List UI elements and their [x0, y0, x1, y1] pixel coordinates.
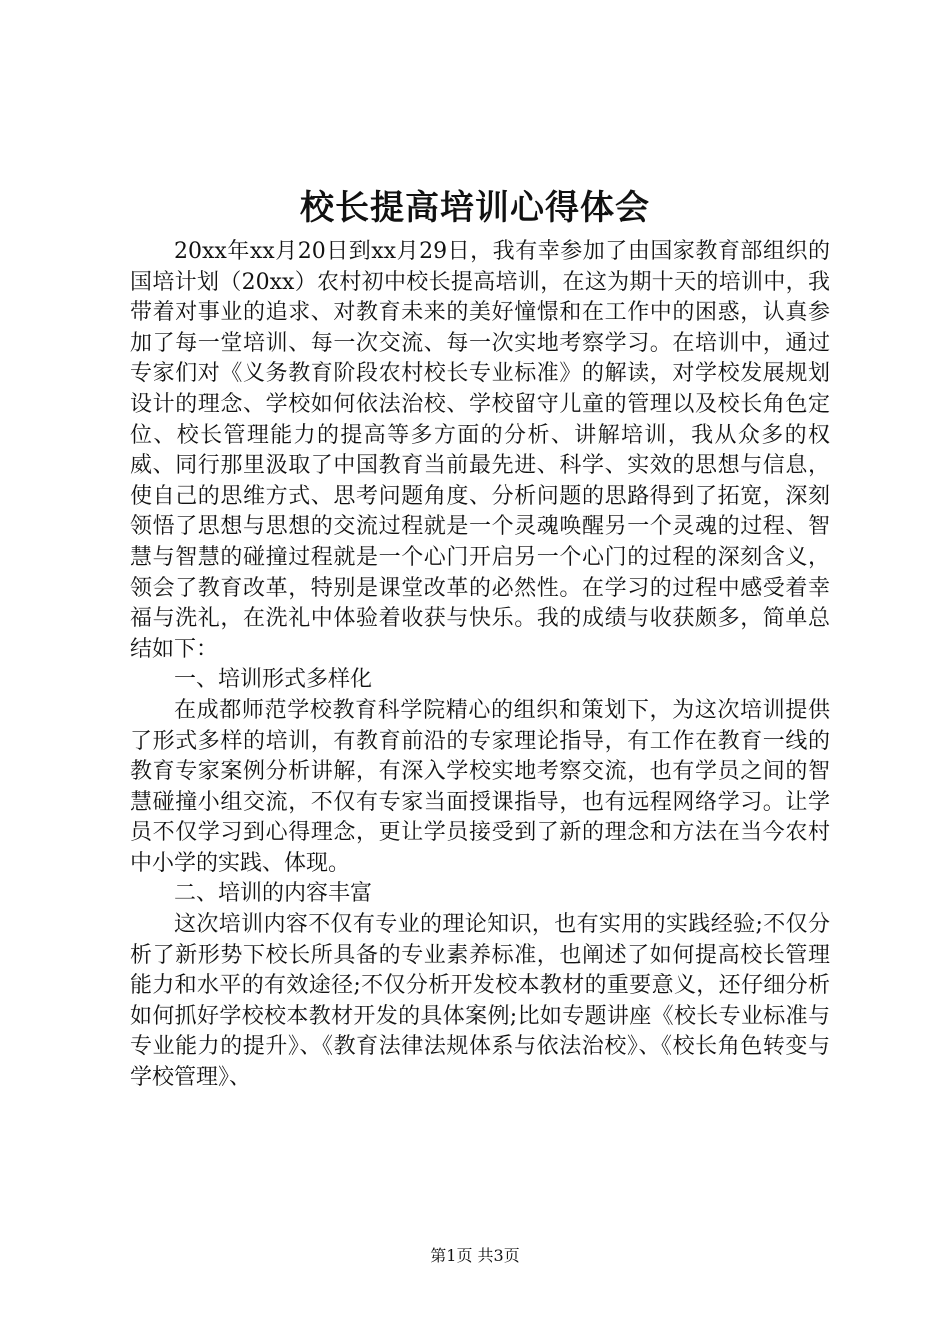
document-body	[130, 237, 830, 1094]
page-number-footer: 第1页 共3页	[430, 1246, 520, 1265]
section-heading-1: 一、培训形式多样化	[174, 667, 373, 693]
section-paragraph-2: 这次培训内容不仅有专业的理论知识，也有实用的实践经验;不仅分析了新形势下校长所具备的专业素养标准，也阐述了如何提高校长管理能力和水平的有效途径;不仅分析开发校本教材的重要意义，还仔细分析如何抓好学校校本教材开发的具体案例;比如专题讲座《校长专业标准与专业能力的提升》、《教育法律法规体系与依法治校》、《校长角色转变与学校管理》、	[130, 912, 830, 1091]
intro-paragraph: 20xx年xx月20日到xx月29日，我有幸参加了由国家教育部组织的国培计划（20xx）农村初中校长提高培训，在这为期十天的培训中，我带着对事业的追求、对教育未来的美好憧憬和在工作中的困惑，认真参加了每一堂培训、每一次交流、每一次实地考察学习。在培训中，通过专家们对《义务教育阶段农村校长专业标准》的解读，对学校发展规划设计的理念、学校如何依法治校、学校留守儿童的管理以及校长角色定位、校长管理能力的提高等多方面的分析、讲解培训，我从众多的权威、同行那里汲取了中国教育当前最先进、科学、实效的思想与信息，使自己的思维方式、思考问题角度、分析问题的思路得到了拓宽，深刻领悟了思想与思想的交流过程就是一个灵魂唤醒另一个灵魂的过程、智慧与智慧的碰撞过程就是一个心门开启另一个心门的过程的深刻含义，领会了教育改革，特别是课堂改革的必然性。在学习的过程中感受着幸福与洗礼，在洗礼中体验着收获与快乐。我的成绩与收获颇多，简单总结如下：	[130, 239, 830, 662]
section-paragraph-1: 在成都师范学校教育科学院精心的组织和策划下，为这次培训提供了形式多样的培训，有教育前沿的专家理论指导，有工作在教育一线的教育专家案例分析讲解，有深入学校实地考察交流，也有学员之间的智慧碰撞小组交流，不仅有专家当面授课指导，也有远程网络学习。让学员不仅学习到心得理念，更让学员接受到了新的理念和方法在当今农村中小学的实践、体现。	[130, 697, 830, 876]
document-title: 校长提高培训心得体会	[300, 188, 650, 228]
section-heading-2: 二、培训的内容丰富	[174, 881, 373, 907]
